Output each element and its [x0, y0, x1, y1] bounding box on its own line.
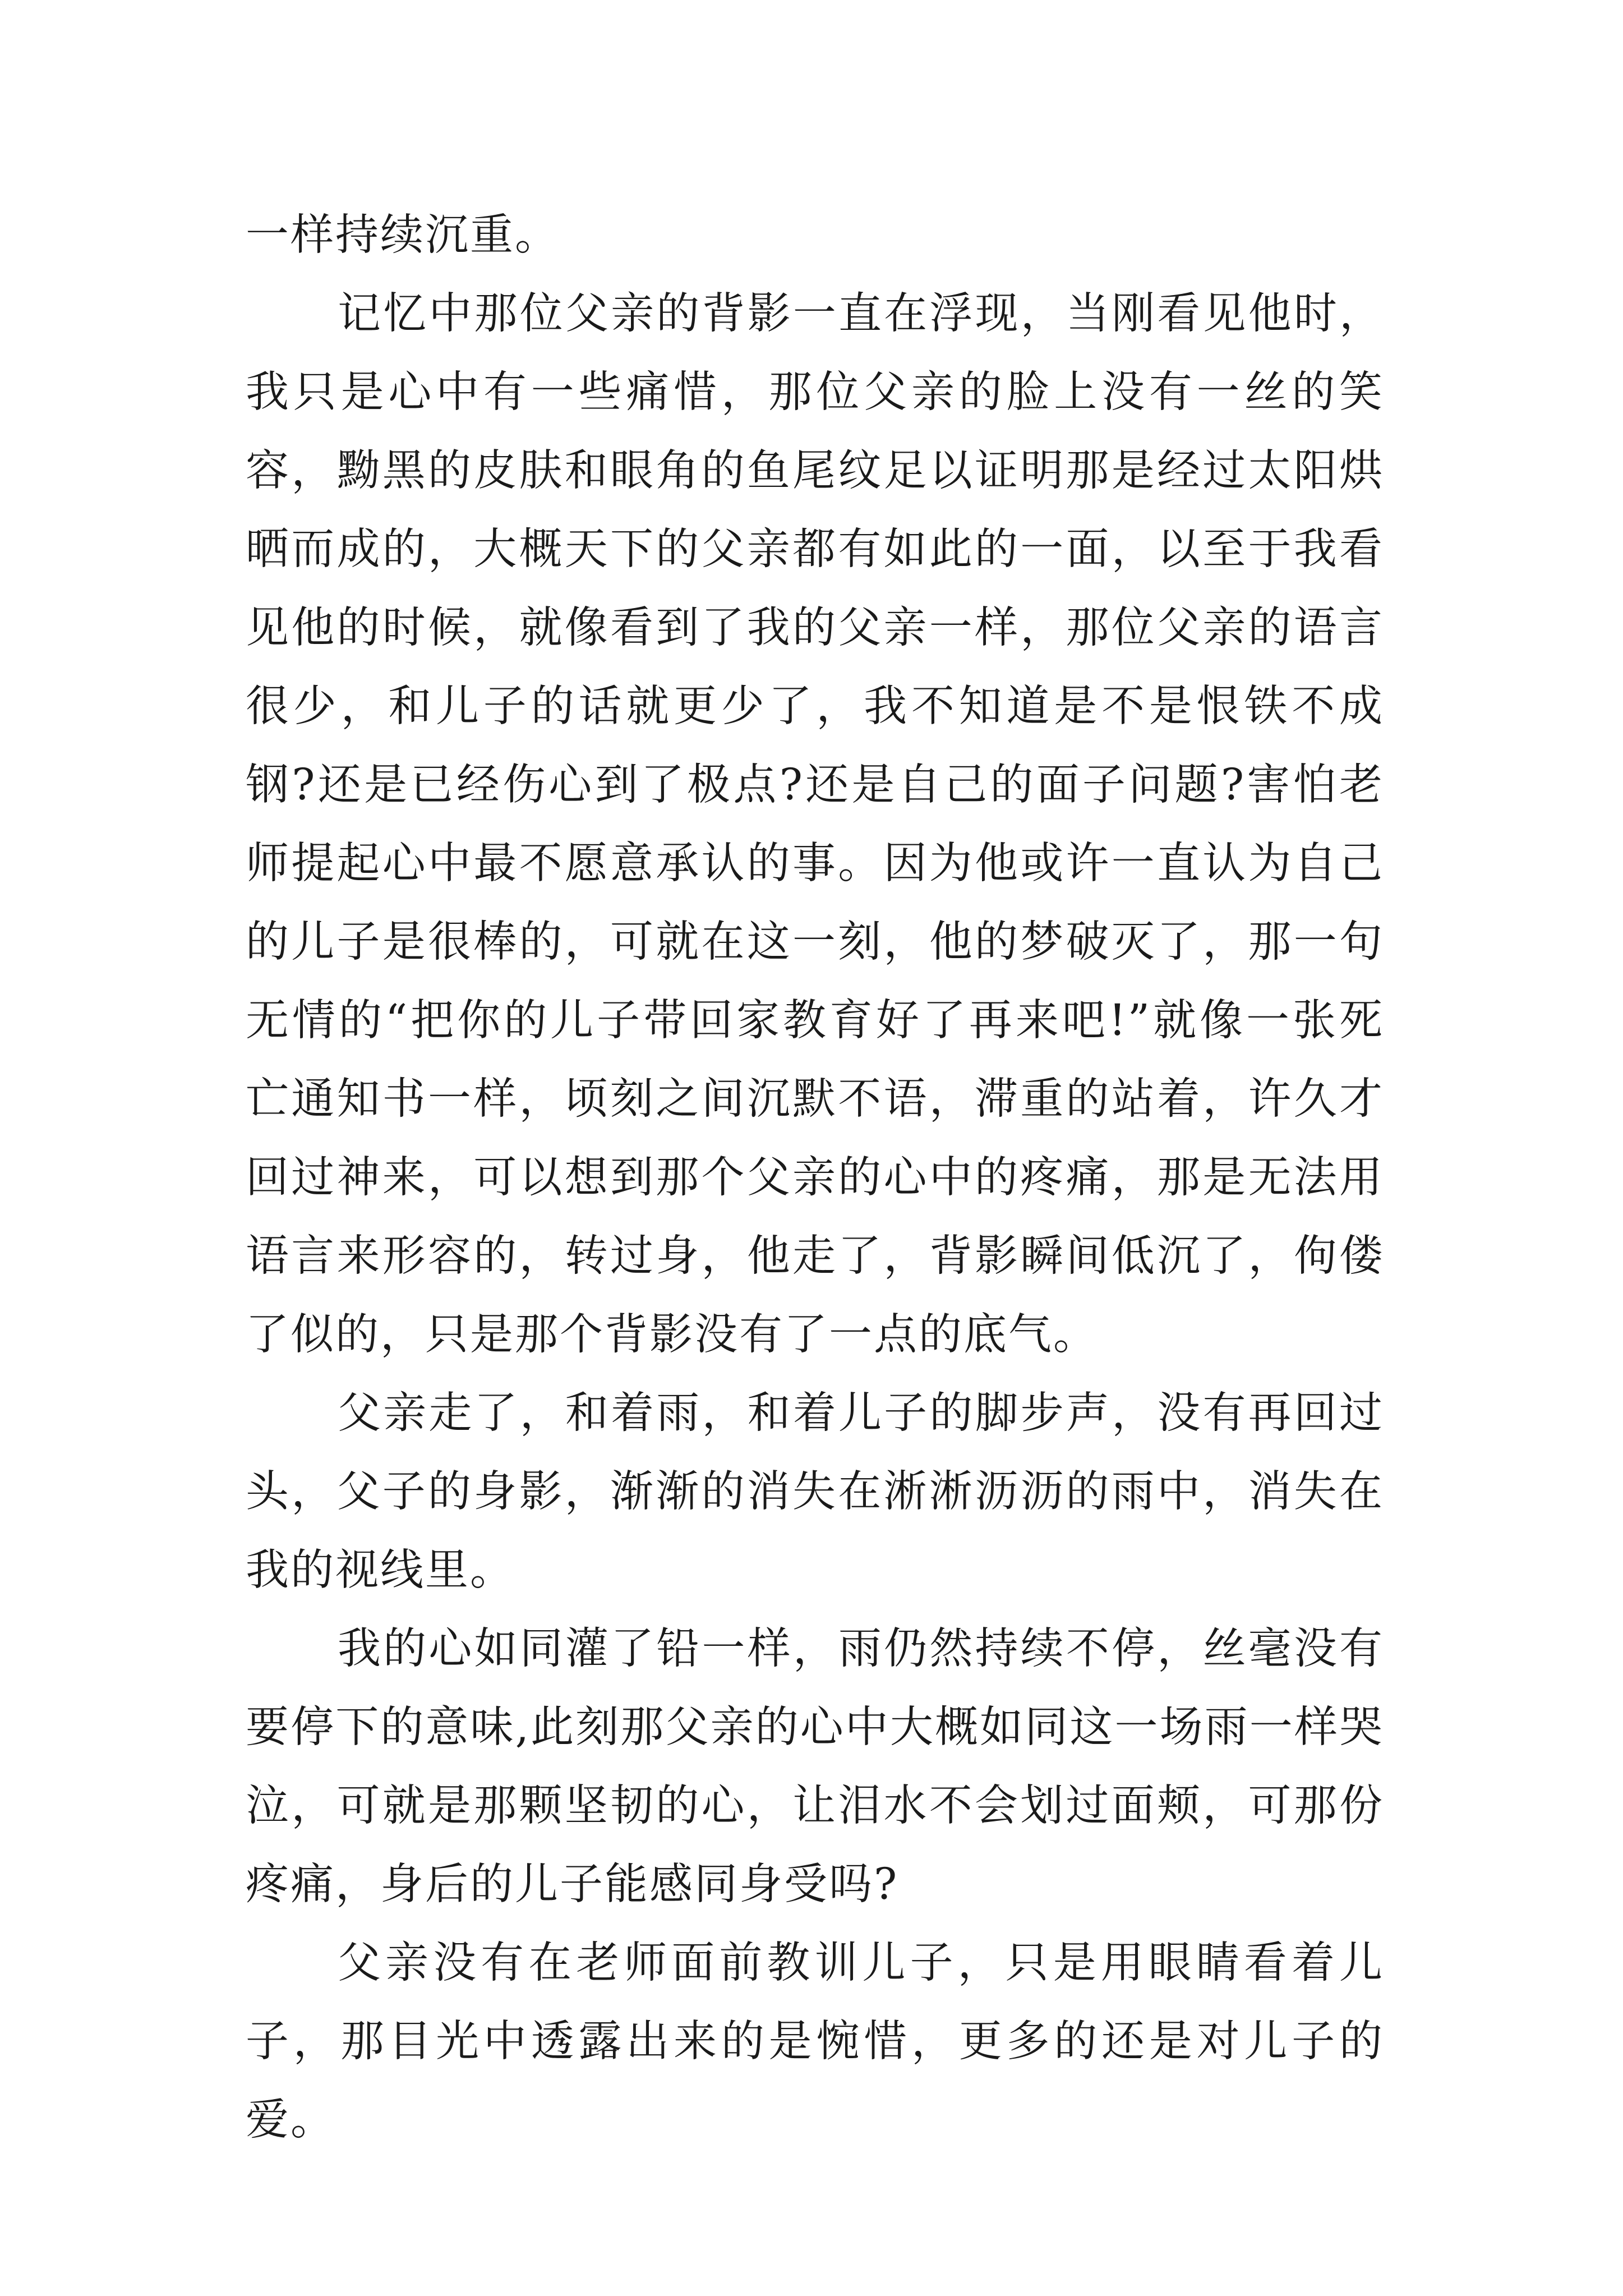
paragraph-continuation: 一样持续沉重。	[246, 210, 560, 260]
paragraph-heavy-heart: 我的心如同灌了铅一样，雨仍然持续不停，丝毫没有要停下的意味,此刻那父亲的心中大概如同这一场雨一样哭泣，可就是那颗坚韧的心，让泪水不会划过面颊，可那份疼痛，身后的儿子能感同身受吗?	[246, 1624, 1384, 1910]
paragraph-father-love: 父亲没有在老师面前教训儿子，只是用眼睛看着儿子，那目光中透露出来的是惋惜，更多的还是对儿子的爱。	[246, 1938, 1384, 2145]
paragraph-father-leaves: 父亲走了，和着雨，和着儿子的脚步声，没有再回过头，父子的身影，渐渐的消失在淅淅沥沥的雨中，消失在我的视线里。	[246, 1388, 1384, 1595]
document-body	[246, 196, 1384, 2160]
paragraph-father-back-memory: 记忆中那位父亲的背影一直在浮现，当刚看见他时，我只是心中有一些痛惜，那位父亲的脸上没有一丝的笑容，黝黑的皮肤和眼角的鱼尾纹足以证明那是经过太阳烘晒而成的，大概天下的父亲都有如此的一面，以至于我看见他的时候，就像看到了我的父亲一样，那位父亲的语言很少，和儿子的话就更少了，我不知道是不是恨铁不成钢?还是已经伤心到了极点?还是自己的面子问题?害怕老师提起心中最不愿意承认的事。因为他或许一直认为自己的儿子是很棒的，可就在这一刻，他的梦破灭了，那一句无情的“把你的儿子带回家教育好了再来吧!”就像一张死亡通知书一样，顷刻之间沉默不语，滞重的站着，许久才回过神来，可以想到那个父亲的心中的疼痛，那是无法用语言来形容的，转过身，他走了，背影瞬间低沉了，佝偻了似的，只是那个背影没有了一点的底气。	[246, 289, 1384, 1360]
